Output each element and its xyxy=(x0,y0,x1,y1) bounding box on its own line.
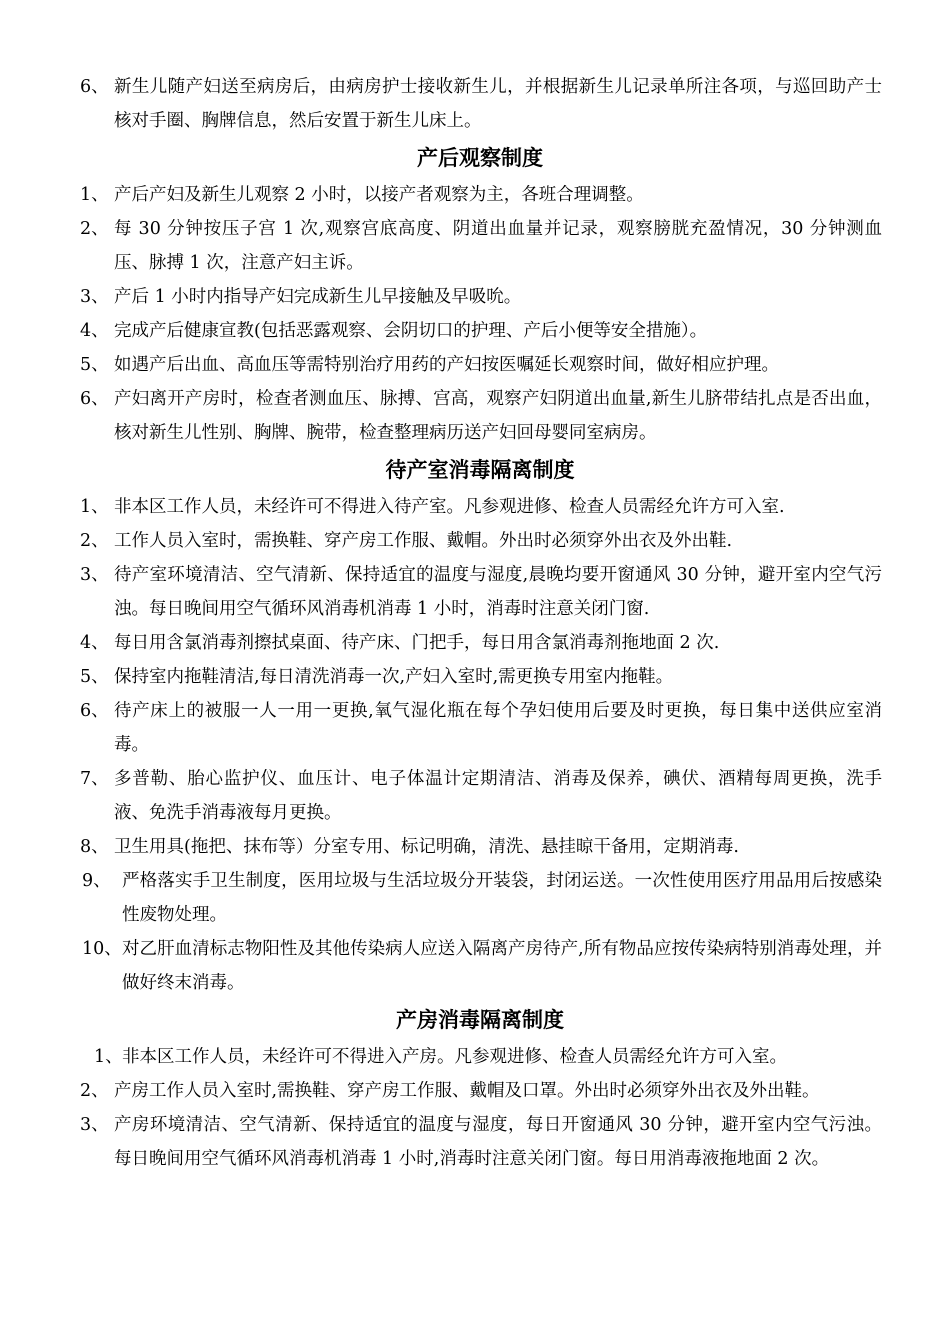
item-number: 2、 xyxy=(80,1081,109,1101)
item-text: 产房环境清洁、空气清新、保持适宜的温度与湿度，每日开窗通风 30 分钟，避开室内空气污浊。每日晚间用空气循环风消毒机消毒 1 小时,消毒时注意关闭门窗。每日用消毒液拖地面 2 次。 xyxy=(114,1115,882,1169)
item-number: 4、 xyxy=(80,633,109,653)
item-text: 完成产后健康宣教(包括恶露观察、会阴切口的护理、产后小便等安全措施）。 xyxy=(114,321,708,341)
item-text: 待产室环境清洁、空气清新、保持适宜的温度与湿度,晨晚均要开窗通风 30 分钟，避开室内空气污浊。每日晚间用空气循环风消毒机消毒 1 小时，消毒时注意关闭门窗. xyxy=(114,565,883,619)
item-number: 8、 xyxy=(80,837,109,857)
item-text: 每日用含氯消毒剂擦拭桌面、待产床、门把手，每日用含氯消毒剂拖地面 2 次. xyxy=(114,633,720,653)
item-number: 5、 xyxy=(80,667,109,687)
document-page xyxy=(0,70,950,1176)
item-text: 产妇离开产房时，检查者测血压、脉搏、宫高，观察产妇阴道出血量,新生儿脐带结扎点是否出血，核对新生儿性别、胸牌、腕带，检查整理病历送产妇回母婴同室病房。 xyxy=(114,389,882,443)
list-item xyxy=(0,1074,950,1108)
section-title: 产后观察制度 xyxy=(417,146,543,170)
item-text: 卫生用具(拖把、抹布等）分室专用、标记明确，清洗、悬挂晾干备用，定期消毒. xyxy=(114,837,739,857)
section-title: 待产室消毒隔离制度 xyxy=(385,458,575,482)
item-text: 每 30 分钟按压子宫 1 次,观察宫底高度、阴道出血量并记录，观察膀胱充盈情况，30 分钟测血压、脉搏 1 次，注意产妇主诉。 xyxy=(114,219,882,273)
list-item xyxy=(0,70,950,138)
item-text: 产房工作人员入室时,需换鞋、穿产房工作服、戴帽及口罩。外出时必须穿外出衣及外出鞋。 xyxy=(114,1081,820,1101)
item-text: 产后 1 小时内指导产妇完成新生儿早接触及早吸吮。 xyxy=(114,287,522,307)
item-text: 严格落实手卫生制度，医用垃圾与生活垃圾分开装袋，封闭运送。一次性使用医疗用品用后按感染性废物处理。 xyxy=(122,871,882,925)
list-item xyxy=(0,382,950,450)
item-number: 6、 xyxy=(80,77,109,97)
list-item xyxy=(0,762,950,830)
item-number: 7、 xyxy=(80,769,109,789)
list-item xyxy=(0,280,950,314)
item-number: 9、 xyxy=(82,871,111,891)
list-item xyxy=(0,932,950,1000)
item-number: 5、 xyxy=(80,355,109,375)
list-item xyxy=(0,830,950,864)
item-number: 3、 xyxy=(80,1115,109,1135)
item-text: 待产床上的被服一人一用一更换,氧气湿化瓶在每个孕妇使用后要及时更换，每日集中送供应室消毒。 xyxy=(114,701,882,755)
item-number: 3、 xyxy=(80,565,109,585)
list-item xyxy=(0,864,950,932)
list-item xyxy=(0,178,950,212)
list-item xyxy=(0,626,950,660)
item-number: 2、 xyxy=(80,531,109,551)
list-item xyxy=(0,212,950,280)
list-item xyxy=(0,558,950,626)
list-item xyxy=(0,1108,950,1176)
item-text: 新生儿随产妇送至病房后，由病房护士接收新生儿，并根据新生儿记录单所注各项，与巡回助产士核对手圈、胸牌信息，然后安置于新生儿床上。 xyxy=(114,77,882,131)
item-text: 产后产妇及新生儿观察 2 小时，以接产者观察为主，各班合理调整。 xyxy=(114,185,644,205)
item-number: 6、 xyxy=(80,701,109,721)
list-item xyxy=(0,314,950,348)
item-number: 6、 xyxy=(80,389,109,409)
item-number: 1、 xyxy=(94,1047,123,1067)
list-item xyxy=(0,524,950,558)
item-number: 1、 xyxy=(80,497,109,517)
item-number: 10、 xyxy=(82,939,122,959)
item-text: 保持室内拖鞋清洁,每日清洗消毒一次,产妇入室时,需更换专用室内拖鞋。 xyxy=(114,667,674,687)
item-text: 非本区工作人员，未经许可不得进入产房。凡参观进修、检查人员需经允许方可入室。 xyxy=(122,1047,787,1067)
list-item xyxy=(0,348,950,382)
list-item xyxy=(0,660,950,694)
item-number: 3、 xyxy=(80,287,109,307)
item-number: 4、 xyxy=(80,321,109,341)
section-title: 产房消毒隔离制度 xyxy=(396,1008,564,1032)
item-text: 工作人员入室时，需换鞋、穿产房工作服、戴帽。外出时必须穿外出衣及外出鞋. xyxy=(114,531,733,551)
list-item xyxy=(0,694,950,762)
item-number: 2、 xyxy=(80,219,109,239)
item-text: 如遇产后出血、高血压等需特别治疗用药的产妇按医嘱延长观察时间，做好相应护理。 xyxy=(114,355,779,375)
item-text: 非本区工作人员，未经许可不得进入待产室。凡参观进修、检查人员需经允许方可入室. xyxy=(114,497,785,517)
item-number: 1、 xyxy=(80,185,109,205)
item-text: 多普勒、胎心监护仪、血压计、电子体温计定期清洁、消毒及保养，碘伏、酒精每周更换，洗手液、免洗手消毒液每月更换。 xyxy=(114,769,882,823)
list-item xyxy=(0,1040,950,1074)
item-text: 对乙肝血清标志物阳性及其他传染病人应送入隔离产房待产,所有物品应按传染病特别消毒处理，并做好终末消毒。 xyxy=(122,939,882,993)
list-item xyxy=(0,490,950,524)
